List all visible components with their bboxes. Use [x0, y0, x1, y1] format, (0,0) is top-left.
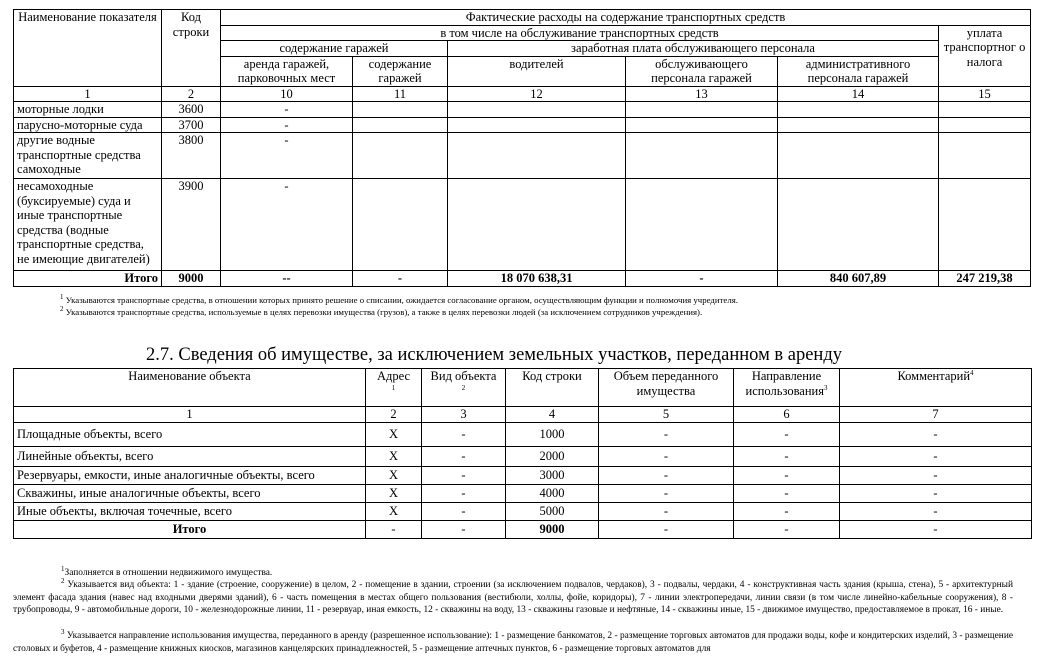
row-name: парусно-моторные суда [14, 117, 162, 133]
cell [448, 133, 626, 179]
cell [448, 179, 626, 271]
total-row [14, 271, 1031, 287]
cell: - [840, 467, 1032, 485]
cell [626, 102, 778, 118]
cell [939, 117, 1031, 133]
col-number: 1 [14, 86, 162, 102]
row-name: моторные лодки [14, 102, 162, 118]
column-number-row [14, 407, 1032, 423]
cell [626, 117, 778, 133]
row-code: 3900 [162, 179, 221, 271]
cell [778, 117, 939, 133]
total-code: 9000 [506, 521, 599, 539]
object-name: Линейные объекты, всего [14, 447, 366, 467]
footnote-1: $^1$ Указываются транспортные средства, в отношении которых принято решение о списании, ожидается согласование органом, осуществляющим функции и полномочия учредителя. [60, 293, 738, 305]
cell: - [734, 485, 840, 503]
col-number: 10 [221, 86, 353, 102]
col-number: 1 [14, 407, 366, 423]
table-row [14, 485, 1032, 503]
total-cell: - [734, 521, 840, 539]
col-number: 2 [162, 86, 221, 102]
cell: X [366, 447, 422, 467]
cell [353, 133, 448, 179]
total-cell: 18 070 638,31 [448, 271, 626, 287]
header-col-11: содержание гаражей [353, 56, 448, 86]
cell [939, 102, 1031, 118]
header-col-10: аренда гаражей, парковочных мест [221, 56, 353, 86]
table-row [14, 423, 1032, 447]
col-number: 7 [840, 407, 1032, 423]
cell [778, 179, 939, 271]
object-name: Скважины, иные аналогичные объекты, всего [14, 485, 366, 503]
col-number: 3 [422, 407, 506, 423]
col-number: 5 [599, 407, 734, 423]
total-cell: - [353, 271, 448, 287]
cell: - [422, 423, 506, 447]
col-number: 11 [353, 86, 448, 102]
cell: - [734, 503, 840, 521]
total-code: 9000 [162, 271, 221, 287]
cell [778, 133, 939, 179]
cell: - [422, 503, 506, 521]
col-number: 13 [626, 86, 778, 102]
cell: - [840, 423, 1032, 447]
total-cell: 247 219,38 [939, 271, 1031, 287]
object-name: Резервуары, емкости, иные аналогичные объекты, всего [14, 467, 366, 485]
cell [939, 133, 1031, 179]
cell [448, 117, 626, 133]
cell: X [366, 503, 422, 521]
cell: - [734, 447, 840, 467]
row-code: 5000 [506, 503, 599, 521]
cell [353, 179, 448, 271]
header-transport-tax: уплата транспортног о налога [939, 25, 1031, 86]
header-col-13: обслуживающего персонала гаражей [626, 56, 778, 86]
cell [778, 102, 939, 118]
col-number: 14 [778, 86, 939, 102]
cell: - [840, 503, 1032, 521]
footnote-b1: $^1$Заполняется в отношении недвижимого имущества. [61, 565, 273, 579]
cell: X [366, 423, 422, 447]
total-cell: -- [221, 271, 353, 287]
col-number: 12 [448, 86, 626, 102]
row-code: 3700 [162, 117, 221, 133]
row-code: 3800 [162, 133, 221, 179]
header-address: Адрес $^1$ [366, 369, 422, 407]
cell: - [840, 485, 1032, 503]
object-name: Иные объекты, включая точечные, всего [14, 503, 366, 521]
row-code: 2000 [506, 447, 599, 467]
row-code: 1000 [506, 423, 599, 447]
col-number: 15 [939, 86, 1031, 102]
col-number: 2 [366, 407, 422, 423]
cell: - [422, 447, 506, 467]
cell: - [221, 179, 353, 271]
table-row [14, 133, 1031, 179]
footnote-b2: $^2$ Указывается вид объекта: 1 - здание (строение, сооружение) в целом, 2 - помещение в здании, строении (за исключением подвалов, чердаков), 3 - подвалы, чердаки, 4 - конструктивная часть здания (крыша, стена), 5 - архитектурный элемент фасада здания (навес над входными дверями зданий), 6 - часть помещения в местах общего пользования (вестибюли, холлы, фойе, коридоры), 7 - линии электропередачи, линии связи (в том числе линейно-кабельные сооружения), 8 - трубопроводы, 9 - автомобильные дороги, 10 - железнодорожные линии, 11 - резервуар, иная емкость, 12 - скважины на воду, 13 - скважины газовые и нефтяные, 14 - скважины иные, 15 - движимое имущество, предоставляемое в прокат, 16 - иные. [13, 577, 1013, 616]
total-cell: - [599, 521, 734, 539]
header-indicator-name: Наименование показателя [14, 10, 162, 87]
cell: - [422, 485, 506, 503]
total-cell: - [366, 521, 422, 539]
table-row [14, 117, 1031, 133]
table-row [14, 447, 1032, 467]
total-cell: - [840, 521, 1032, 539]
header-object-name: Наименование объекта [14, 369, 366, 407]
cell [353, 102, 448, 118]
object-name: Площадные объекты, всего [14, 423, 366, 447]
cell [939, 179, 1031, 271]
header-direction: Направление использования$^3$ [734, 369, 840, 407]
footnote-b3: $^3$ Указывается направление использования имущества, переданного в аренду (разрешенное использование): 1 - размещение банкоматов, 2 - размещение торговых автоматов для продажи воды, кофе и кондитерских изделий, 3 - размещение столовых и буфетов, 4 - размещение книжных киосков, магазинов канцелярских принадлежностей, 5 - размещение аптечных пунктов, 6 - размещение торговых автоматов для [13, 628, 1013, 654]
table-row [14, 503, 1032, 521]
cell: - [599, 423, 734, 447]
cell [448, 102, 626, 118]
header-comment: Комментарий$^4$ [840, 369, 1032, 407]
col-number: 4 [506, 407, 599, 423]
header-col-14: административного персонала гаражей [778, 56, 939, 86]
row-code: 3000 [506, 467, 599, 485]
header-garage-maintenance: содержание гаражей [221, 41, 448, 57]
total-cell: - [626, 271, 778, 287]
header-volume: Объем переданного имущества [599, 369, 734, 407]
cell [626, 133, 778, 179]
cell: - [840, 447, 1032, 467]
total-cell: 840 607,89 [778, 271, 939, 287]
row-code: 3600 [162, 102, 221, 118]
cell [626, 179, 778, 271]
cell: - [599, 447, 734, 467]
header-row-code: Код строки [162, 10, 221, 87]
cell: - [734, 423, 840, 447]
cell: - [221, 133, 353, 179]
total-label: Итого [14, 521, 366, 539]
header-row-code: Код строки [506, 369, 599, 407]
footnote-2: $^2$ Указываются транспортные средства, используемые в целях перевозки имущества (грузов), а также в целях перевозки людей (за исключением сотрудников учреждения). [60, 305, 703, 317]
header-staff-salary: заработная плата обслуживающего персонала [448, 41, 939, 57]
cell: - [221, 117, 353, 133]
total-row [14, 521, 1032, 539]
table-row [14, 467, 1032, 485]
cell: - [422, 467, 506, 485]
column-number-row [14, 86, 1031, 102]
row-name: другие водные транспортные средства самоходные [14, 133, 162, 179]
section-title: 2.7. Сведения об имуществе, за исключением земельных участков, переданном в аренду [146, 345, 842, 365]
header-object-kind: Вид объекта $^2$ [422, 369, 506, 407]
cell: X [366, 485, 422, 503]
table-row [14, 179, 1031, 271]
col-number: 6 [734, 407, 840, 423]
leased-property-table [13, 368, 1032, 539]
table-row [14, 102, 1031, 118]
header-col-12: водителей [448, 56, 626, 86]
cell: - [599, 485, 734, 503]
cell: X [366, 467, 422, 485]
row-name: несамоходные (буксируемые) суда и иные транспортные средства (водные транспортные средства, не имеющие двигателей) [14, 179, 162, 271]
cell: - [221, 102, 353, 118]
cell: - [734, 467, 840, 485]
cell: - [599, 467, 734, 485]
transport-expenses-table [13, 9, 1031, 287]
header-actual-expenses: Фактические расходы на содержание транспортных средств [221, 10, 1031, 26]
cell [353, 117, 448, 133]
total-cell: - [422, 521, 506, 539]
row-code: 4000 [506, 485, 599, 503]
header-including-service: в том числе на обслуживание транспортных средств [221, 25, 939, 41]
total-label: Итого [14, 271, 162, 287]
cell: - [599, 503, 734, 521]
